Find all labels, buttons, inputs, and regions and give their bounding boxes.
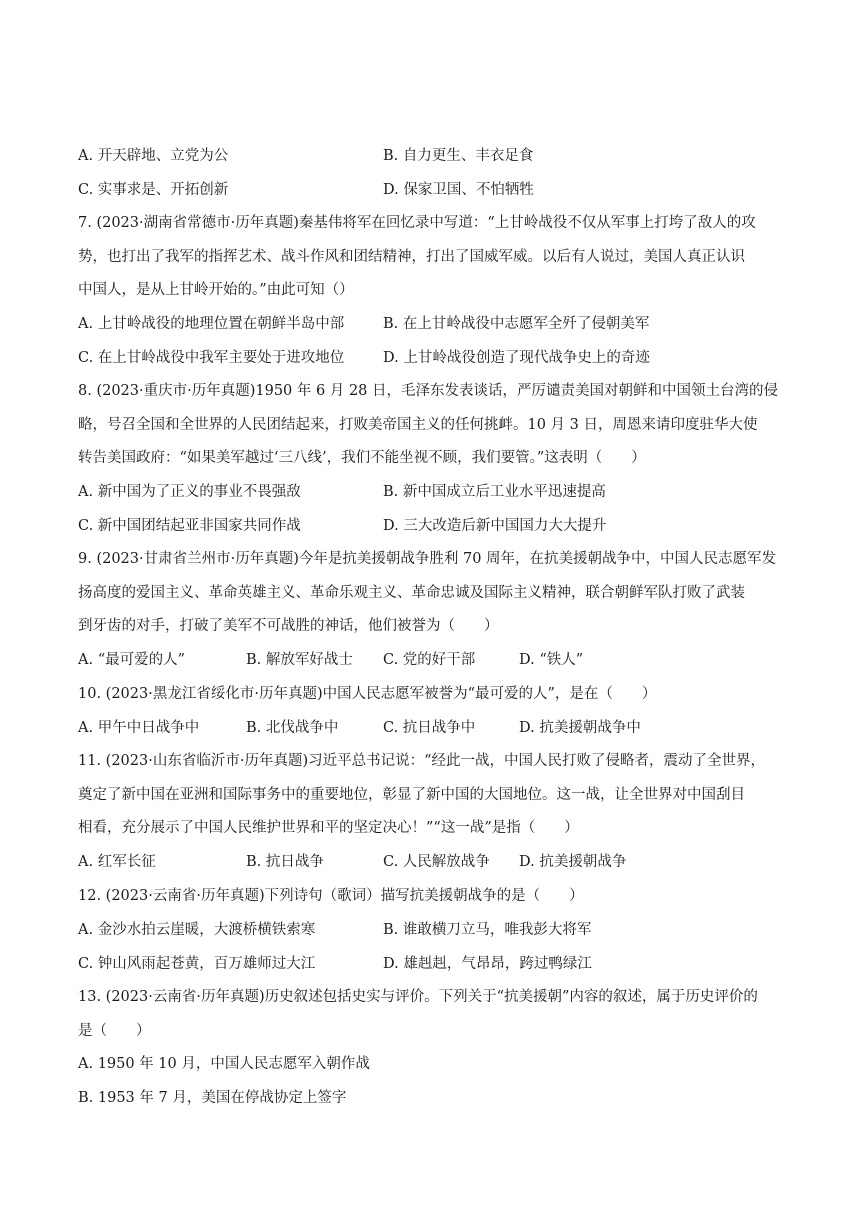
text-line: 相看，充分展示了中国人民维护世界和平的坚定决心！”“这一战”是指（ ） <box>78 820 579 836</box>
answer-option: A. 甲午中日战争中 <box>78 720 200 736</box>
answer-option: A. 开天辟地、立党为公 <box>78 148 229 164</box>
answer-option: B. 自力更生、丰衣足食 <box>383 148 534 164</box>
answer-option: C. 新中国团结起亚非国家共同作战 <box>78 518 301 534</box>
answer-option: D. 雄赳赳，气昂昂，跨过鸭绿江 <box>383 956 592 972</box>
text-line: 略，号召全国和全世界的人民团结起来，打败美帝国主义的任何挑衅。10 月 3 日，周恩来请印度驻华大使 <box>78 417 758 433</box>
text-line: 到牙齿的对手，打破了美军不可战胜的神话，他们被誉为（ ） <box>78 618 499 634</box>
text-line: 10. (2023·黑龙江省绥化市·历年真题)中国人民志愿军被誉为“最可爱的人”，是在（ ） <box>78 686 657 702</box>
text-line: 中国人，是从上甘岭开始的。”由此可知（） <box>78 282 354 298</box>
text-line: 是（ ） <box>78 1023 151 1039</box>
answer-option: A. 上甘岭战役的地理位置在朝鲜半岛中部 <box>78 316 345 332</box>
answer-option: C. 钟山风雨起苍黄，百万雄师过大江 <box>78 956 316 972</box>
text-line: 势，也打出了我军的指挥艺术、战斗作风和团结精神，打出了国威军威。以后有人说过，美国人真正认识 <box>78 249 745 265</box>
text-line: 9. (2023·甘肃省兰州市·历年真题)今年是抗美援朝战争胜利 70 周年，在抗美援朝战争中，中国人民志愿军发 <box>78 551 777 567</box>
answer-option: D. 上甘岭战役创造了现代战争史上的奇迹 <box>383 350 650 366</box>
answer-option: B. 北伐战争中 <box>246 720 339 736</box>
answer-option: A. 新中国为了正义的事业不畏强敌 <box>78 484 301 500</box>
text-line: 转告美国政府：“如果美军越过‘三八线’，我们不能坐视不顾，我们要管。”这表明（ ） <box>78 450 646 466</box>
text-line: 12. (2023·云南省·历年真题)下列诗句（歌词）描写抗美援朝战争的是（ ） <box>78 888 584 904</box>
answer-option: A. 红军长征 <box>78 854 156 870</box>
text-line: B. 1953 年 7 月，美国在停战协定上签字 <box>78 1090 347 1106</box>
text-line: 奠定了新中国在亚洲和国际事务中的重要地位，彰显了新中国的大国地位。这一战，让全世界对中国刮目 <box>78 787 745 803</box>
text-line: 7. (2023·湖南省常德市·历年真题)秦基伟将军在回忆录中写道：“上甘岭战役不仅从军事上打垮了敌人的攻 <box>78 215 756 231</box>
answer-option: C. 在上甘岭战役中我军主要处于进攻地位 <box>78 350 345 366</box>
answer-option: C. 党的好干部 <box>383 652 476 668</box>
text-line: 8. (2023·重庆市·历年真题)1950 年 6 月 28 日，毛泽东发表谈话，严厉谴责美国对朝鲜和中国领土台湾的侵 <box>78 383 778 399</box>
text-line: A. 1950 年 10 月，中国人民志愿军入朝作战 <box>78 1056 370 1072</box>
answer-option: D. 抗美援朝战争中 <box>519 720 641 736</box>
text-line: 11. (2023·山东省临沂市·历年真题)习近平总书记说：“经此一战，中国人民打败了侵略者，震动了全世界， <box>78 753 766 769</box>
answer-option: B. 抗日战争 <box>246 854 324 870</box>
answer-option: D. 三大改造后新中国国力大大提升 <box>383 518 607 534</box>
answer-option: D. 抗美援朝战争 <box>519 854 627 870</box>
answer-option: C. 人民解放战争 <box>383 854 490 870</box>
answer-option: D. “铁人” <box>519 652 584 668</box>
answer-option: A. 金沙水拍云崖暖，大渡桥横铁索寒 <box>78 922 316 938</box>
answer-option: B. 在上甘岭战役中志愿军全歼了侵朝美军 <box>383 316 650 332</box>
answer-option: B. 谁敢横刀立马，唯我彭大将军 <box>383 922 592 938</box>
answer-option: A. “最可爱的人” <box>78 652 186 668</box>
answer-option: B. 解放军好战士 <box>246 652 353 668</box>
answer-option: C. 实事求是、开拓创新 <box>78 182 229 198</box>
text-line: 13. (2023·云南省·历年真题)历史叙述包括史实与评价。下列关于“抗美援朝”内容的叙述，属于历史评价的 <box>78 989 758 1005</box>
answer-option: D. 保家卫国、不怕牺牲 <box>383 182 534 198</box>
answer-option: B. 新中国成立后工业水平迅速提高 <box>383 484 606 500</box>
answer-option: C. 抗日战争中 <box>383 720 476 736</box>
text-line: 扬高度的爱国主义、革命英雄主义、革命乐观主义、革命忠诚及国际主义精神，联合朝鲜军队打败了武装 <box>78 585 745 601</box>
